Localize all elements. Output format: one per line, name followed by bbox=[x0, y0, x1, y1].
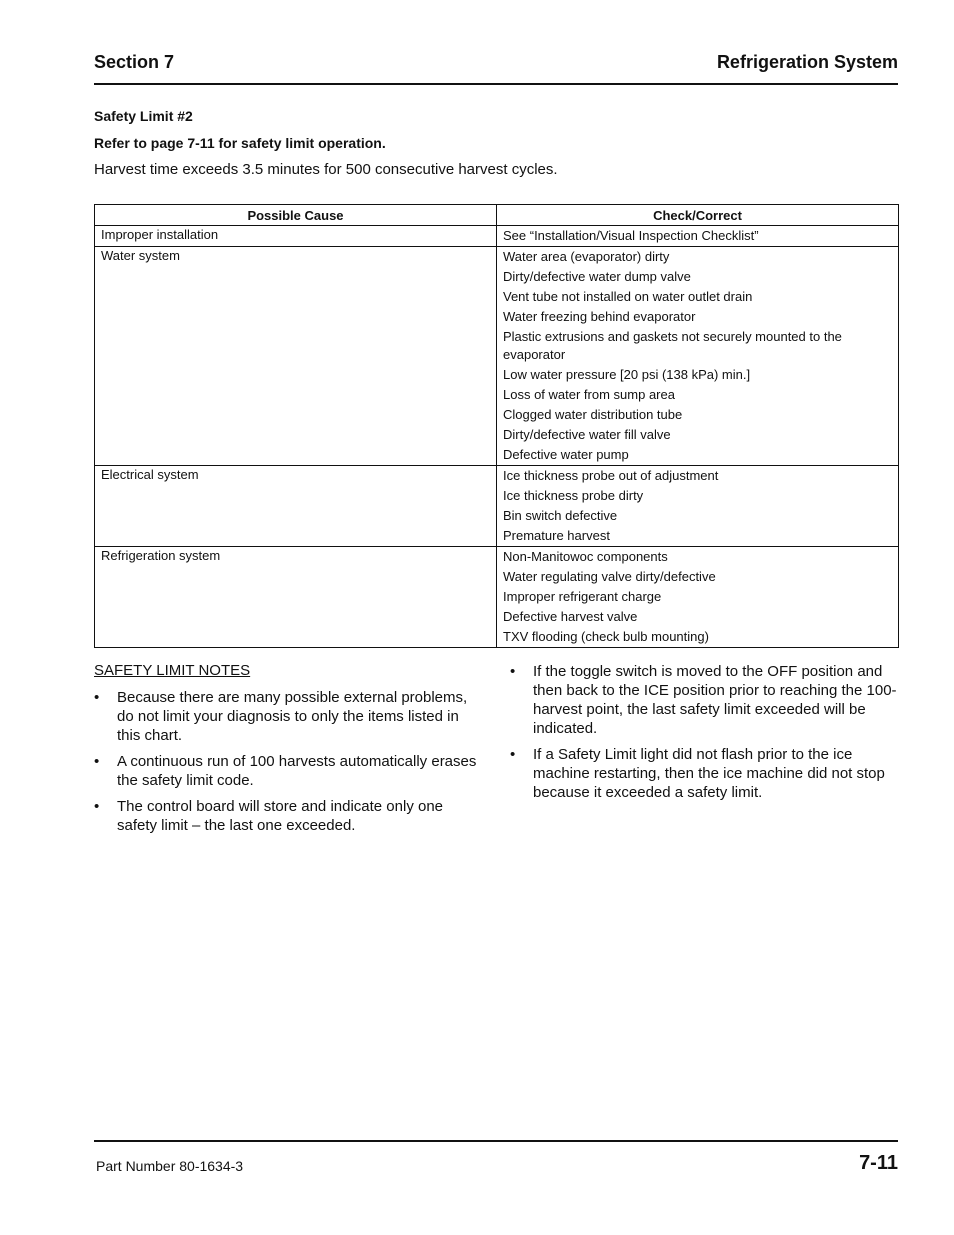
table-body bbox=[95, 226, 899, 648]
cause-cell: Water system bbox=[95, 247, 497, 466]
fix-item: Low water pressure [20 psi (138 kPa) min.] bbox=[503, 367, 751, 382]
cause-table bbox=[94, 204, 899, 648]
fix-item: Ice thickness probe out of adjustment bbox=[503, 468, 719, 483]
fix-item: Ice thickness probe dirty bbox=[503, 488, 644, 503]
column-header-cause: Possible Cause bbox=[95, 205, 497, 226]
table-row bbox=[95, 466, 899, 547]
fix-item: See “Installation/Visual Inspection Checklist” bbox=[503, 228, 759, 243]
cause-cell: Electrical system bbox=[95, 466, 497, 547]
fix-item: Clogged water distribution tube bbox=[503, 407, 683, 422]
section-label: Section 7 bbox=[94, 52, 175, 72]
fix-item: Water area (evaporator) dirty bbox=[503, 249, 670, 264]
note-text: If a Safety Limit light did not flash prior to the ice machine restarting, then the ice machine did not stop because it exceeded a safety limit. bbox=[533, 746, 885, 801]
refer-note: Refer to page 7-11 for safety limit operation. bbox=[94, 135, 386, 151]
note-item bbox=[94, 797, 486, 835]
page-header bbox=[94, 50, 898, 85]
cause-cell: Refrigeration system bbox=[95, 547, 497, 648]
note-item bbox=[94, 688, 486, 745]
bullet-icon: • bbox=[94, 689, 100, 706]
bullet-icon: • bbox=[94, 753, 100, 770]
fix-item: Water regulating valve dirty/defective bbox=[503, 569, 716, 584]
part-number: Part Number 80-1634-3 bbox=[96, 1158, 244, 1174]
note-text: The control board will store and indicate only one safety limit – the last one exceeded. bbox=[117, 798, 444, 834]
fix-item: Dirty/defective water dump valve bbox=[503, 269, 691, 284]
fix-item: Vent tube not installed on water outlet drain bbox=[503, 289, 753, 304]
note-text: Because there are many possible external problems, do not limit your diagnosis to only the items listed in this chart. bbox=[117, 689, 468, 744]
table-row bbox=[95, 547, 899, 648]
intro-text: Harvest time exceeds 3.5 minutes for 500 consecutive harvest cycles. bbox=[94, 161, 558, 178]
notes-list-left bbox=[94, 688, 486, 842]
fix-item: Improper refrigerant charge bbox=[503, 589, 662, 604]
fix-item: Premature harvest bbox=[503, 528, 610, 543]
note-item bbox=[510, 745, 902, 802]
fix-cell bbox=[497, 547, 899, 648]
fix-item: Loss of water from sump area bbox=[503, 387, 675, 402]
subheading: Safety Limit #2 bbox=[94, 108, 193, 124]
notes-heading: SAFETY LIMIT NOTES bbox=[94, 662, 251, 679]
fix-item: Plastic extrusions and gaskets not securely mounted to the evaporator bbox=[503, 329, 842, 362]
fix-item: Defective harvest valve bbox=[503, 609, 638, 624]
page-number: 7-11 bbox=[859, 1152, 898, 1174]
fix-item: Dirty/defective water fill valve bbox=[503, 427, 671, 442]
table-header-row bbox=[95, 205, 899, 226]
fix-cell bbox=[497, 466, 899, 547]
note-item bbox=[510, 662, 902, 738]
bullet-icon: • bbox=[94, 798, 100, 815]
cause-cell: Improper installation bbox=[95, 226, 497, 247]
bullet-icon: • bbox=[510, 663, 516, 680]
footer-divider bbox=[94, 1140, 898, 1142]
table-row bbox=[95, 226, 899, 247]
fix-item: Non-Manitowoc components bbox=[503, 549, 668, 564]
fix-cell bbox=[497, 247, 899, 466]
fix-item: Water freezing behind evaporator bbox=[503, 309, 696, 324]
fix-item: Defective water pump bbox=[503, 447, 629, 462]
chapter-title: Refrigeration System bbox=[716, 52, 898, 72]
note-item bbox=[94, 752, 486, 790]
notes-list-right bbox=[510, 662, 902, 809]
fix-item: Bin switch defective bbox=[503, 508, 618, 523]
column-header-fix: Check/Correct bbox=[497, 205, 899, 226]
bullet-icon: • bbox=[510, 746, 516, 763]
note-text: If the toggle switch is moved to the OFF position and then back to the ICE position prior to reaching the 100-harvest point, the last safety limit exceeded will be indicated. bbox=[533, 663, 897, 737]
fix-item: TXV flooding (check bulb mounting) bbox=[503, 629, 709, 644]
note-text: A continuous run of 100 harvests automatically erases the safety limit code. bbox=[117, 753, 477, 789]
fix-cell bbox=[497, 226, 899, 247]
table-row bbox=[95, 247, 899, 466]
